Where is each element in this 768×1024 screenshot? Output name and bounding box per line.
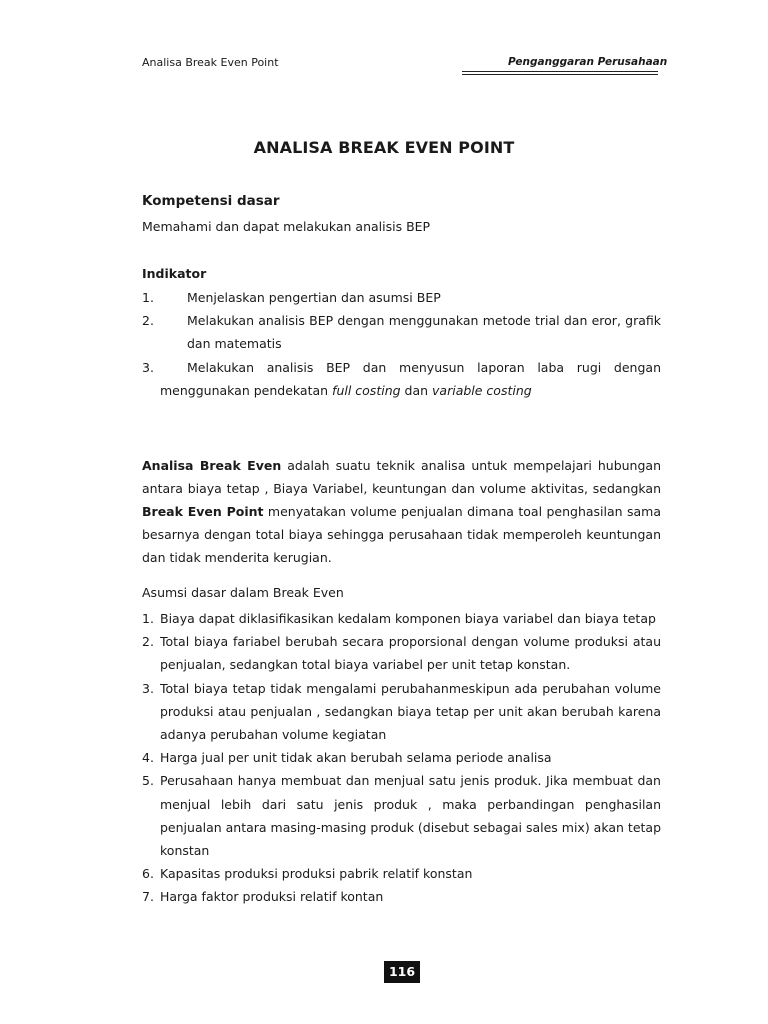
- kompetensi-heading: Kompetensi dasar: [142, 193, 280, 209]
- asumsi-heading: Asumsi dasar dalam Break Even: [142, 585, 344, 600]
- text-italic: full costing: [332, 383, 401, 398]
- indikator-item-text: Melakukan analisis BEP dan menyusun laporan laba rugi dengan: [187, 360, 661, 375]
- running-header-right: Penganggaran Perusahaan: [508, 56, 668, 68]
- list-item-line: Kapasitas produksi produksi pabrik relatif konstan: [160, 866, 473, 882]
- text-run: adalah suatu teknik analisa untuk mempelajari hubungan: [281, 458, 661, 473]
- header-rule-thin: [462, 74, 658, 75]
- paragraph-line: [142, 500, 661, 523]
- list-item-line: produksi atau penjualan , sedangkan biaya tetap per unit akan berubah karena: [160, 703, 661, 719]
- list-item-line: menjual lebih dari satu jenis produk , maka perbandingan penghasilan: [160, 796, 661, 812]
- term-bold: Analisa Break Even: [142, 458, 282, 473]
- list-item: [142, 769, 661, 862]
- indikator-item-text: Melakukan analisis BEP dengan menggunakan metode trial dan eror, grafik: [187, 313, 661, 328]
- page-title: ANALISA BREAK EVEN POINT: [253, 138, 515, 157]
- indikator-item-text-cont: dan matematis: [187, 336, 282, 351]
- list-item: [142, 862, 661, 885]
- list-item-line: Perusahaan hanya membuat dan menjual satu jenis produk. Jika membuat dan: [160, 773, 661, 789]
- list-item-line: penjualan antara masing-masing produk (disebut sebagai sales mix) akan tetap: [160, 819, 662, 835]
- list-item-number: 5.: [142, 773, 154, 789]
- list-item-line: adanya perubahan volume kegiatan: [160, 727, 387, 743]
- list-item-line: Total biaya tetap tidak mengalami perubahanmeskipun ada perubahan volume: [160, 680, 661, 696]
- list-item-number: 1.: [142, 611, 154, 626]
- list-item-number: 4.: [142, 750, 154, 766]
- paragraph-line: dan tidak menderita kerugian.: [142, 550, 332, 565]
- paragraph-line: antara biaya tetap , Biaya Variabel, keuntungan dan volume aktivitas, sedangkan: [142, 481, 661, 496]
- text-italic: variable costing: [432, 383, 532, 398]
- page-number: 116: [384, 961, 420, 983]
- list-item: [142, 677, 661, 747]
- list-item-line: Harga faktor produksi relatif kontan: [160, 889, 384, 905]
- list-item-line: Biaya dapat diklasifikasikan kedalam komponen biaya variabel dan biaya tetap: [160, 611, 656, 626]
- paragraph-line: [142, 454, 661, 477]
- list-item-line: penjualan, sedangkan total biaya variabel per unit tetap konstan.: [160, 657, 571, 673]
- list-item: [142, 630, 661, 676]
- indikator-item: [142, 356, 661, 402]
- list-item-line: Total biaya fariabel berubah secara proporsional dengan volume produksi atau: [160, 634, 661, 650]
- term-bold: Break Even Point: [142, 504, 264, 519]
- list-item: [142, 746, 661, 769]
- indikator-item: [142, 309, 661, 355]
- list-item-number: 6.: [142, 866, 154, 882]
- indikator-item-number: 3.: [142, 360, 154, 375]
- list-item-number: 3.: [142, 680, 154, 696]
- list-item: [142, 607, 661, 630]
- text-run: menggunakan pendekatan: [160, 383, 333, 398]
- list-item-line: Harga jual per unit tidak akan berubah selama periode analisa: [160, 750, 552, 766]
- indikator-heading: Indikator: [142, 266, 207, 281]
- running-header-left: Analisa Break Even Point: [142, 56, 279, 69]
- definition-paragraph: [142, 454, 661, 569]
- paragraph-line: besarnya dengan total biaya sehingga perusahaan tidak memperoleh keuntungan: [142, 527, 661, 542]
- indikator-item-text: Menjelaskan pengertian dan asumsi BEP: [187, 290, 441, 305]
- indikator-item-number: 2.: [142, 313, 154, 328]
- text-run: menyatakan volume penjualan dimana toal penghasilan sama: [263, 504, 661, 519]
- text-run: dan: [400, 383, 433, 398]
- indikator-item-text-cont: [142, 379, 661, 402]
- indikator-item: [142, 286, 661, 309]
- list-item-line: konstan: [160, 843, 210, 859]
- list-item-number: 7.: [142, 889, 154, 905]
- list-item-number: 2.: [142, 634, 154, 650]
- header-rule: [462, 71, 658, 72]
- indikator-item-number: 1.: [142, 290, 154, 305]
- asumsi-list: [142, 607, 661, 909]
- kompetensi-text: Memahami dan dapat melakukan analisis BEP: [142, 219, 431, 234]
- list-item: [142, 885, 661, 908]
